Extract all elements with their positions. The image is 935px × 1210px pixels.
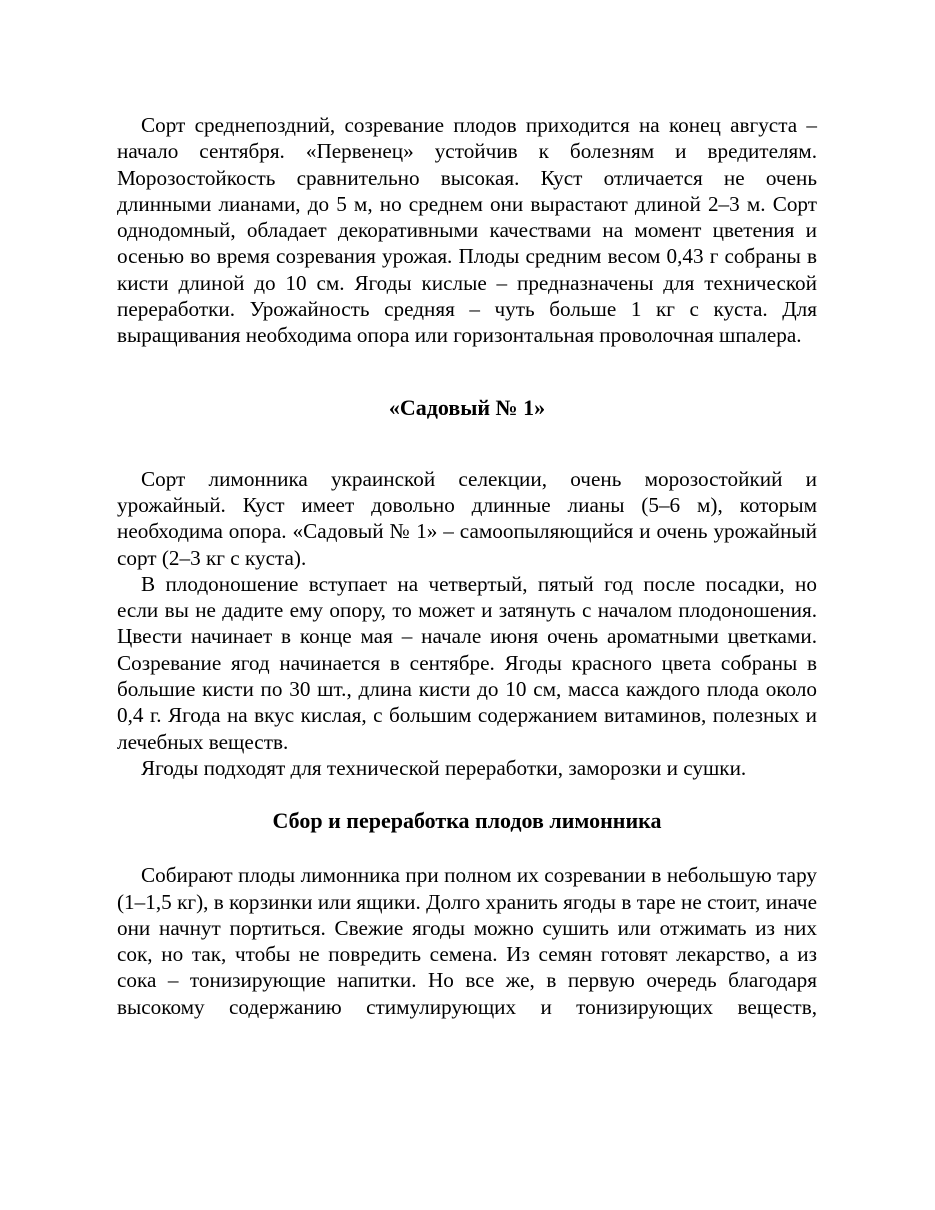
section-heading-sadovy: «Садовый № 1» bbox=[388, 394, 546, 420]
paragraph-harvest-processing: Собирают плоды лимонника при полном их созревании в небольшую тару (1–1,5 кг), в корзинки или ящики. Долго хранить ягоды в таре не стоит, иначе они начнут портиться. Свежие ягоды можно сушить или отжимать из них сок, но так, чтобы не повредить семена. Из семян готовят лекарство, а из сока – тонизирующие напитки. Но все же, в первую очередь благодаря высокому содержанию стимулирующих и тонизирующих веществ, bbox=[117, 863, 817, 1019]
paragraph-pervenets-description: Сорт среднепоздний, созревание плодов приходится на конец августа – начало сентября. «Первенец» устойчив к болезням и вредителям. Морозостойкость сравнительно высокая. Куст отличается не очень длинными лианами, до 5 м, но среднем они вырастают длиной 2–3 м. Сорт однодомный, обладает декоративными качествами на момент цветения и осенью во время созревания урожая. Плоды средним весом 0,43 г собраны в кисти длиной до 10 см. Ягоды кислые – предназначены для технической переработки. Урожайность средняя – чуть больше 1 кг с куста. Для выращивания необходима опора или горизонтальная проволочная шпалера. bbox=[117, 113, 817, 348]
paragraph-sadovy-fruiting: В плодоношение вступает на четвертый, пятый год после посадки, но если вы не дадите ему опору, то может и затянуть с началом плодоношения. Цвести начинает в конце мая – начале июня очень ароматными цветками. Созревание ягод начинается в сентябре. Ягоды красного цвета собраны в большие кисти по 30 шт., длина кисти до 10 см, масса каждого плода около 0,4 г. Ягода на вкус кислая, с большим содержанием витаминов, полезных и лечебных веществ. bbox=[117, 571, 817, 754]
paragraph-sadovy-intro: Сорт лимонника украинской селекции, очень морозостойкий и урожайный. Куст имеет довольно длинные лианы (5–6 м), которым необходима опора. «Садовый № 1» – самоопыляющийся и очень урожайный сорт (2–3 кг с куста). bbox=[117, 466, 817, 570]
section-heading-harvest: Сбор и переработка плодов лимонника bbox=[272, 808, 662, 834]
document-page bbox=[117, 112, 817, 1020]
paragraph-sadovy-usage: Ягоды подходят для технической переработки, заморозки и сушки. bbox=[141, 755, 747, 780]
